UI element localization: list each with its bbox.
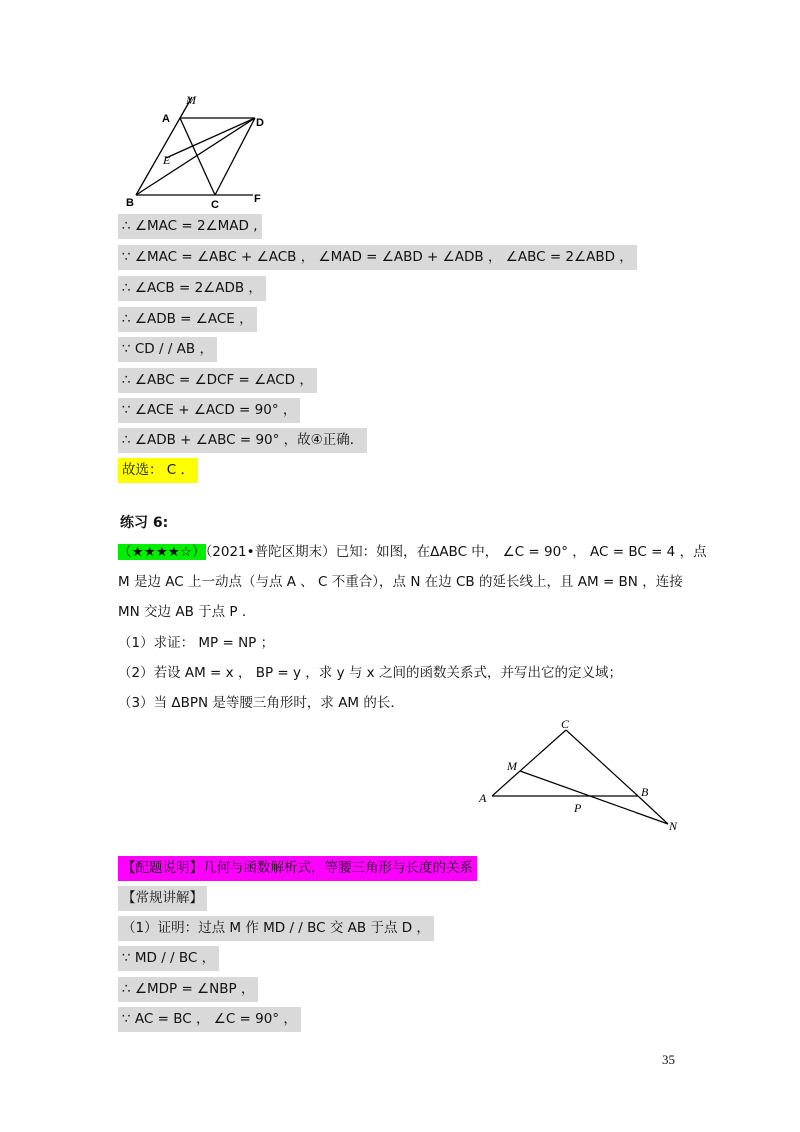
- geometry-figure-triangle: [474, 716, 689, 838]
- exercise-line-1-text: （2021•普陀区期末）已知：如图，在ΔABC 中， ∠C = 90° ， AC = BC = 4 ，点: [205, 544, 707, 560]
- proof1-line-6: ∴ ∠ABC = ∠DCF = ∠ACD ，: [118, 368, 317, 393]
- proof2-line-3: ∴ ∠MDP = ∠NBP ，: [118, 977, 258, 1002]
- segment-cb: [566, 730, 638, 796]
- proof2-line-2: ∵ MD / / BC ，: [118, 946, 219, 971]
- question-3: （3）当 ΔBPN 是等腰三角形时，求 AM 的长．: [118, 695, 404, 711]
- segment-ac: [492, 730, 566, 796]
- segment-ed: [166, 118, 255, 158]
- exercise-line-2: M 是边 AC 上一动点（与点 A 、 C 不重合），点 N 在边 CB 的延长线上，且 AM = BN ，连接: [118, 574, 683, 590]
- proof1-line-2: ∵ ∠MAC = ∠ABC + ∠ACB ， ∠MAD = ∠ABD + ∠ADB ， ∠ABC = 2∠ABD ，: [118, 245, 637, 270]
- proof2-line-4: ∵ AC = BC ， ∠C = 90° ，: [118, 1007, 301, 1032]
- label-c: C: [211, 199, 219, 210]
- segment-ac: [180, 118, 215, 195]
- proof1-line-4: ∴ ∠ADB = ∠ACE ，: [118, 307, 257, 332]
- exercise-line-3: MN 交边 AB 于点 P ．: [118, 604, 256, 620]
- label-n: N: [669, 819, 678, 833]
- difficulty-stars: （★★★★☆）: [118, 544, 206, 560]
- segment-bd: [136, 118, 255, 195]
- label-f: F: [254, 193, 261, 205]
- segment-ba: [136, 118, 180, 195]
- proof2-line-1: （1）证明：过点 M 作 MD / / BC 交 AB 于点 D ，: [118, 916, 434, 941]
- label-c: C: [561, 717, 570, 731]
- label-d: D: [256, 117, 264, 129]
- exercise-heading: 练习 6:: [120, 515, 169, 531]
- label-a: A: [479, 791, 487, 805]
- proof1-line-5: ∵ CD / / AB ，: [118, 337, 217, 362]
- answer-line: 故选： C ．: [118, 458, 198, 483]
- label-a: A: [162, 113, 170, 125]
- label-b: B: [126, 197, 134, 209]
- topic-note: 【配题说明】几何与函数解析式，等腰三角形与长度的关系: [118, 856, 477, 881]
- proof1-line-1: ∴ ∠MAC = 2∠MAD ,: [118, 214, 262, 239]
- proof1-line-3: ∴ ∠ACB = 2∠ADB ，: [118, 276, 266, 301]
- label-m: M: [507, 759, 517, 773]
- proof1-line-7: ∵ ∠ACE + ∠ACD = 90° ，: [118, 398, 300, 423]
- segment-cd: [215, 118, 255, 195]
- page-number: 35: [662, 1052, 675, 1067]
- section-label: 【常规讲解】: [118, 886, 207, 911]
- geometry-figure-abcd: [118, 92, 278, 210]
- label-b: B: [641, 785, 649, 799]
- label-e: E: [163, 153, 171, 167]
- exercise-line-1: [118, 540, 707, 565]
- segment-bn: [638, 796, 668, 824]
- question-2: （2）若设 AM = x ， BP = y ，求 y 与 x 之间的函数关系式，并写出它的定义域；: [118, 665, 622, 681]
- question-1: （1）求证： MP = NP ；: [118, 635, 275, 651]
- proof1-line-8: ∴ ∠ADB + ∠ABC = 90° ，故④正确．: [118, 428, 367, 453]
- label-m: M: [186, 93, 196, 107]
- label-p: P: [574, 801, 582, 815]
